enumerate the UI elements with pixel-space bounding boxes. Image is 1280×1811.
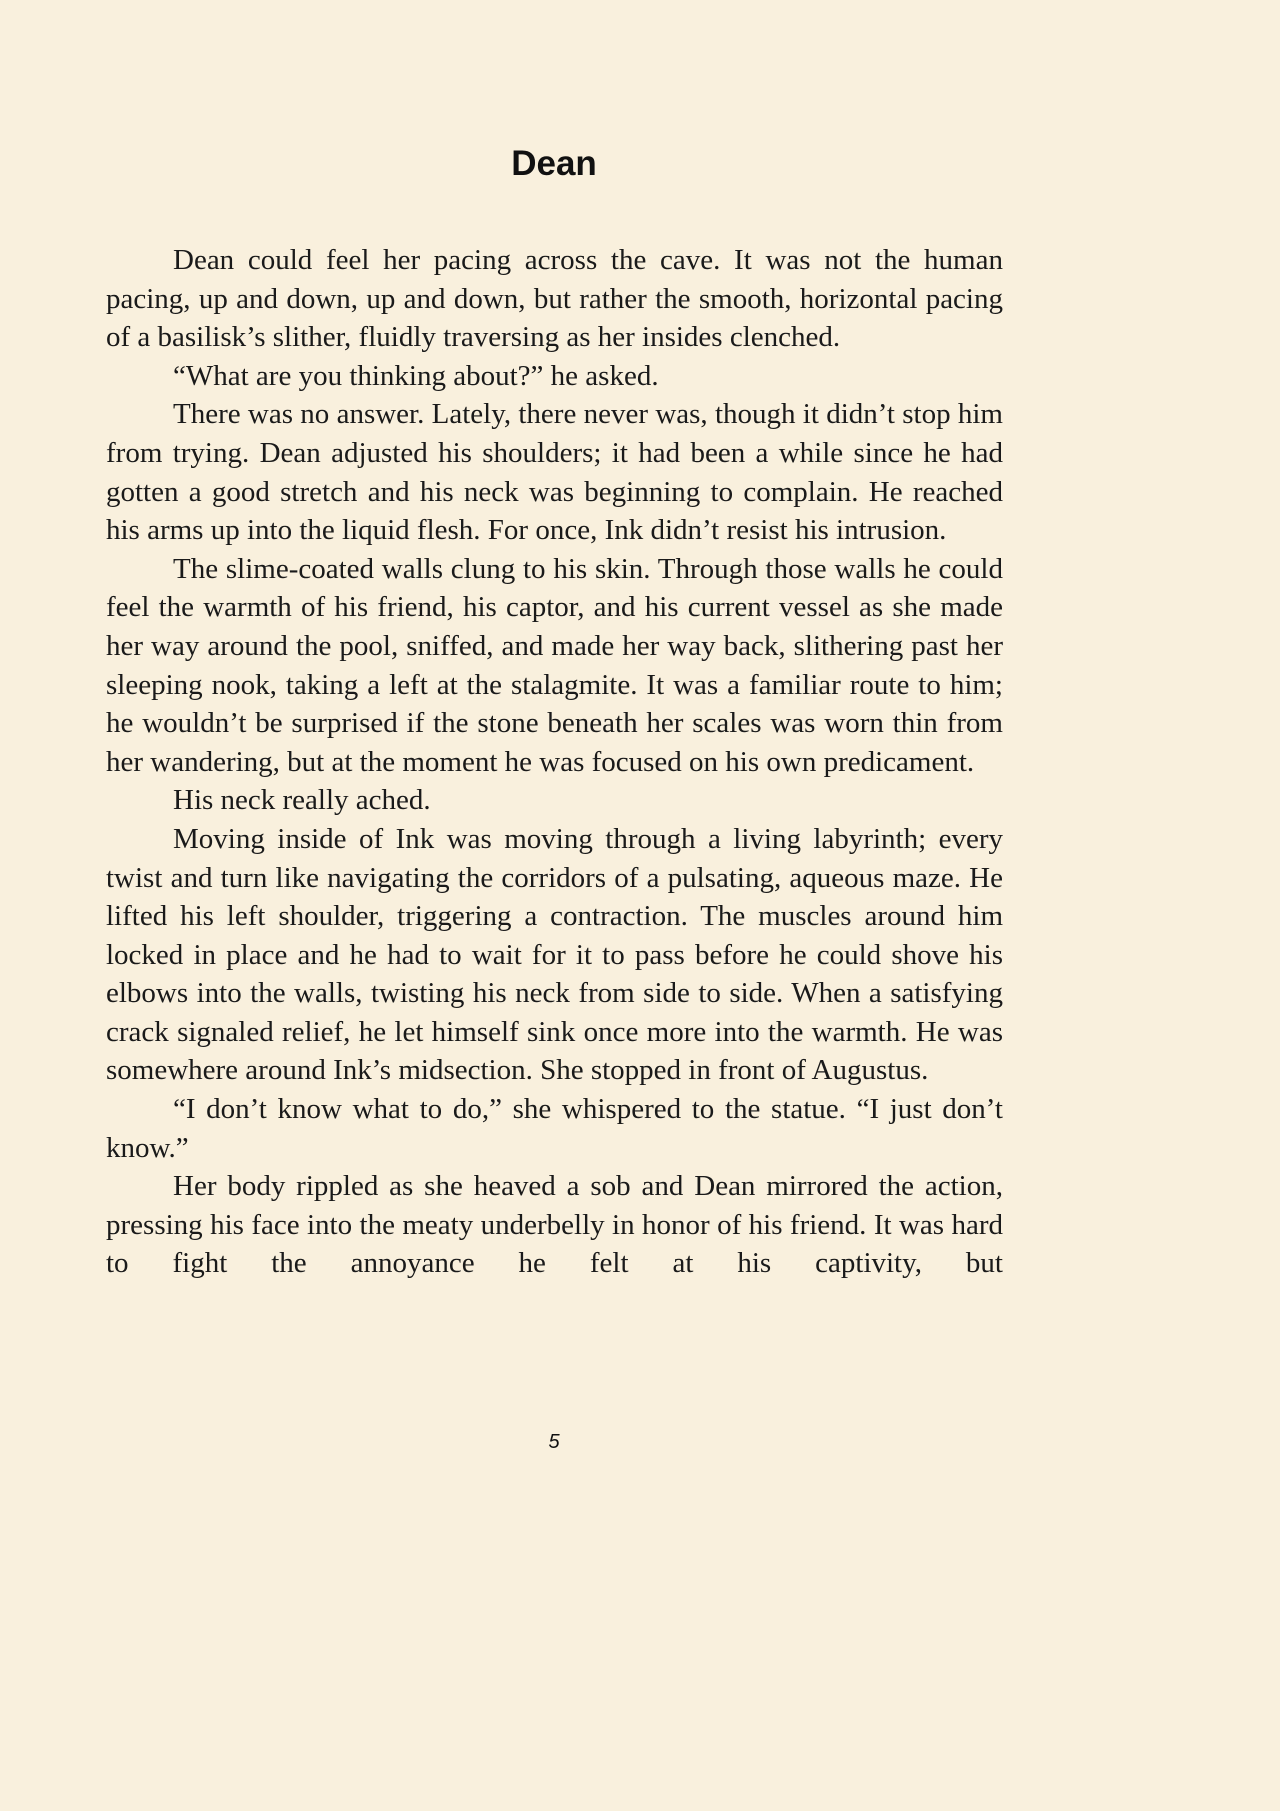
paragraph: There was no answer. Lately, there never was, though it didn’t stop him from trying. Dean adjusted his shoulders; it had been a while since he had gotten a good stretch and his neck was beginning to complain. He reached his arms up into the liquid flesh. For once, Ink didn’t resist his intrusion. [106, 398, 1003, 547]
paragraph: His neck really ached. [173, 784, 431, 817]
paragraph: Her body rippled as she heaved a sob and Dean mirrored the action, pressing his face into the meaty underbelly in honor of his friend. It was hard to fight the annoyance he felt at his captivity, but [106, 1170, 1003, 1280]
page-number: 5 [548, 1431, 560, 1453]
chapter-body [106, 241, 1003, 1283]
paragraph: The slime-coated walls clung to his skin. Through those walls he could feel the warmth of his friend, his captor, and his current vessel as she made her way around the pool, sniffed, and made her way back, slithering past her sleeping nook, taking a left at the stalagmite. It was a familiar route to him; he wouldn’t be surprised if the stone beneath her scales was worn thin from her wandering, but at the moment he was focused on his own predicament. [106, 552, 1003, 778]
paragraph: “I don’t know what to do,” she whispered to the statue. “I just don’t know.” [106, 1093, 1003, 1164]
paragraph: “What are you thinking about?” he asked. [173, 359, 659, 392]
paragraph: Moving inside of Ink was moving through a living labyrinth; every twist and turn like navigating the corridors of a pulsating, aqueous maze. He lifted his left shoulder, triggering a contraction. The muscles around him locked in place and he had to wait for it to pass before he could shove his elbows into the walls, twisting his neck from side to side. When a satisfying crack signaled relief, he let himself sink once more into the warmth. He was somewhere around Ink’s midsection. She stopped in front of Augustus. [106, 822, 1003, 1087]
paragraph: Dean could feel her pacing across the cave. It was not the human pacing, up and down, up and down, but rather the smooth, horizontal pacing of a basilisk’s slither, fluidly traversing as her insides clenched. [106, 244, 1003, 354]
chapter-title: Dean [511, 144, 597, 183]
